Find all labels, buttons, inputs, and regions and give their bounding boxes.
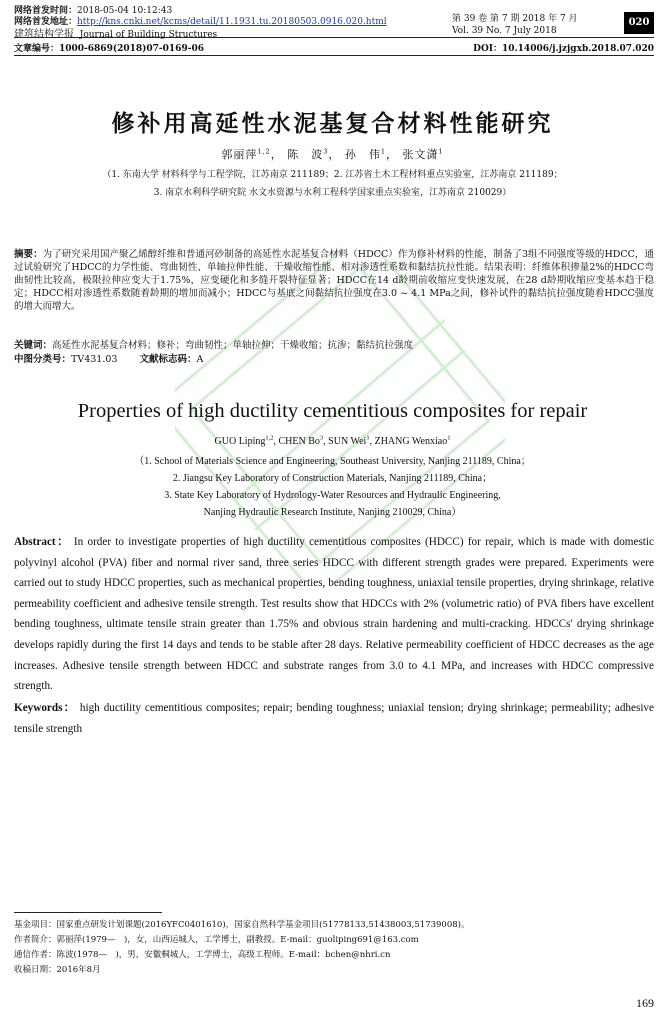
author-en: CHEN Bo$^3$ — [278, 434, 324, 447]
journal-name-en: Journal of Building Structures — [79, 30, 218, 40]
doc-code: A — [196, 354, 204, 365]
doc-code-label: 文献标志码： — [139, 354, 197, 365]
clc-label: 中图分类号： — [14, 354, 72, 365]
clc-code: TV431.03 — [71, 354, 118, 365]
title-en: Properties of high ductility cementitious composites for repair — [77, 400, 588, 422]
footnote-divider — [14, 912, 162, 913]
abstract-en-text: In order to investigate properties of high ductility cementitious composites (HDCC) for repair, which is made with domestic polyvinyl alcohol (PVA) fiber and normal river sand, three series HDCC with different strength grades were prepared. Experiments were carried out to study HDCC properties, such as mechanical properties, bending toughness, uniaxial tensile properties, drying shrinkage, relative permeability coefficient and adhesive tensile strength. Test results show that HDCCs with 2% (volumetric ratio) of PVA fibers have excellent bending toughness, ultimate tensile strain greater than 1.75% and obvious strain hardening and multi-cracking. HDCCs' drying shrinkage develops rapidly during the first 14 days and tends to be stable after 28 days. Relative permeability coefficient of HDCC decreases as the age increases. Adhesive tensile strength between HDCC and substrate ranges from 3.0 to 4.1 MPa, and increases with HDCC compressive strength. — [14, 536, 654, 693]
abstract-cn — [14, 248, 654, 313]
abstract-cn-label: 摘要： — [14, 249, 43, 260]
author-cn: 孙 伟$^1$ — [344, 147, 386, 161]
footnote-author: 作者简介：郭丽萍(1979— )，女，山西运城人，工学博士，副教授。E-mail：guoliping691@163.com — [14, 935, 419, 945]
pub-url-row — [14, 14, 454, 25]
authors-cn: 郭丽萍$^{1,2}$， 陈 波$^3$， 孙 伟$^1$， 张文潇$^1$ — [221, 147, 444, 161]
volume-en: Vol. 39 No. 7 July 2018 — [452, 26, 557, 36]
footnote-funding: 基金项目：国家重点研发计划课题(2016YFC0401610)，国家自然科学基金项目(51778133,51438003,51739008)。 — [14, 920, 470, 930]
footnotes — [14, 918, 654, 978]
affiliation-line: Nanjing Hydraulic Research Institute, Nanjing 210029, China） — [203, 507, 462, 518]
affiliation-line: 3. State Key Laboratory of Hydrology-Water Resources and Hydraulic Engineering, — [164, 490, 501, 501]
pub-time: 2018-05-04 10:12:43 — [77, 6, 173, 16]
page-number: 169 — [636, 996, 654, 1010]
journal-name-cn: 建筑结构学报 — [14, 29, 74, 40]
affiliation-line: （1. School of Materials Science and Engineering, Southeast University, Nanjing 211189, China； — [134, 456, 531, 467]
affiliations-en — [0, 453, 665, 521]
affiliation-line: 2. Jiangsu Key Laboratory of Construction Materials, Nanjing 211189, China； — [172, 473, 493, 484]
author-en: GUO Liping$^{1,2}$ — [214, 434, 274, 447]
header-divider — [14, 37, 654, 38]
pub-url-label: 网络首发地址： — [14, 17, 78, 27]
keywords-cn — [14, 339, 654, 352]
doi: DOI：10.14006/j.jzjgxb.2018.07.020 — [473, 44, 654, 54]
keywords-en-label: Keywords： — [14, 702, 76, 714]
abstract-en — [14, 532, 654, 697]
keywords-cn-text: 高延性水泥基复合材料；修补；弯曲韧性；单轴拉伸；干燥收缩；抗渗；黏结抗拉强度 — [52, 340, 414, 351]
author-en: ZHANG Wenxiao$^1$ — [374, 434, 451, 447]
keywords-cn-label: 关键词： — [14, 340, 53, 351]
author-cn: 张文潇$^1$ — [402, 147, 444, 161]
author-en: SUN Wei$^1$ — [328, 434, 370, 447]
volume-info — [452, 13, 622, 37]
affiliation-line: 3. 南京水利科学研究院 水文水资源与水利工程科学国家重点实验室，江苏南京 210029） — [153, 188, 512, 198]
meta-divider — [14, 55, 654, 56]
title-cn: 修补用高延性水泥基复合材料性能研究 — [111, 111, 554, 137]
affiliation-line: （1. 东南大学 材料科学与工程学院，江苏南京 211189；2. 江苏省土木工程材料重点实验室，江苏南京 211189； — [102, 170, 563, 180]
keywords-en-text: high ductility cementitious composites; repair; bending toughness; uniaxial tension; drying shrinkage; permeability; adhesive tensile strength — [14, 702, 654, 735]
footnote-corresponding: 通信作者：陈波(1978— )，男，安徽桐城人，工学博士，高级工程师。E-mail：bchen@nhri.cn — [14, 950, 391, 960]
article-number: 文章编号：1000-6869(2018)07-0169-06 — [14, 44, 204, 54]
footnote-received: 收稿日期：2016年8月 — [14, 965, 101, 975]
pub-time-label: 网络首发时间： — [14, 6, 78, 16]
keywords-en — [14, 698, 654, 739]
abstract-cn-text: 为了研究采用国产聚乙烯醇纤维和普通河砂制备的高延性水泥基复合材料（HDCC）作为修补材料的性能，制备了3组不同强度等级的HDCC，通过试验研究了HDCC的力学性能、弯曲韧性、单轴拉伸性能、干燥收缩性能、相对渗透性系数和黏结抗拉性能。结果表明：纤维体积掺量2%的HDCC弯曲韧性比较高，极限拉伸应变大于1.75%，应变硬化和多缝开裂特征显著；HDCC在14 d龄期前收缩应变快速发展，在28 d龄期收缩应变基本趋于稳定；HDCC相对渗透性系数随着龄期的增加而减小；HDCC与基底之间黏结抗拉强度在3.0 ~ 4.1 MPa之间，修补试件的黏结抗拉强度随着HDCC强度的增大而增大。 — [14, 249, 654, 312]
article-meta — [14, 41, 654, 54]
pub-time-row — [14, 3, 454, 14]
abstract-en-label: Abstract： — [14, 536, 70, 548]
authors-en: GUO Liping$^{1,2}$, CHEN Bo$^3$, SUN Wei$^1$, ZHANG Wenxiao$^1$ — [214, 434, 451, 447]
page-code-badge: 020 — [624, 12, 654, 34]
author-cn: 陈 波$^3$ — [287, 147, 329, 161]
author-cn: 郭丽萍$^{1,2}$ — [221, 147, 271, 161]
journal-header — [14, 3, 454, 40]
pub-url-link[interactable]: http://kns.cnki.net/kcms/detail/11.1931.tu.20180503.0916.020.html — [77, 17, 387, 27]
affiliations-cn — [0, 166, 665, 202]
classification — [14, 353, 654, 366]
volume-cn: 第 39 卷 第 7 期 2018 年 7 月 — [452, 14, 578, 24]
